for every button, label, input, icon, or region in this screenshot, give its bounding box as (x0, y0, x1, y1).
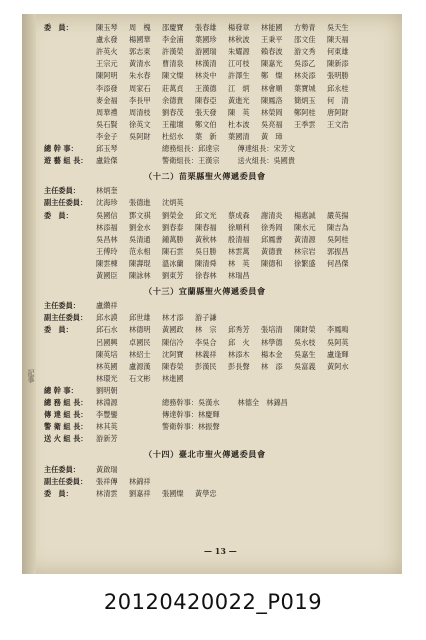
member-name: 彭漢民 (195, 361, 217, 371)
member-names (96, 224, 360, 231)
officer-extra: 林德全 林錦昌 (237, 398, 288, 407)
member-row (44, 133, 360, 140)
member-name: 林漢清 (195, 59, 217, 69)
member-names (96, 24, 360, 31)
member-name: 邱鳳書 (261, 234, 283, 244)
member-name: 林宗岩 (294, 246, 316, 256)
member-names (96, 121, 360, 128)
member-name: 殷清福 (228, 234, 250, 244)
member-names (96, 375, 360, 382)
member-name: 林炎添 (294, 71, 316, 81)
member-row (44, 224, 360, 231)
member-name: 葉 新 (195, 131, 217, 141)
member-name: 呂國興 (96, 337, 118, 347)
member-name: 林清雲 (96, 488, 118, 498)
member-name: 黃秋林 (195, 234, 217, 244)
member-row (44, 272, 360, 279)
member-name: 吳昌林 (96, 234, 118, 244)
member-label: 委 員： (44, 23, 73, 32)
member-name: 劉春茂 (162, 107, 184, 117)
member-name: 陳嘉光 (261, 59, 283, 69)
role-name: 邱世雄 (129, 313, 151, 323)
member-name: 盧永發 (96, 35, 118, 45)
member-name: 陳文燦 (162, 71, 184, 81)
member-name: 劉春泰 (162, 222, 184, 232)
member-name: 沈阿寶 (162, 349, 184, 359)
officer-extra: 警衛幹事：林振聲 (162, 422, 220, 432)
officer-name: 劉明朝 (96, 385, 118, 395)
officer-name: 邱玉琴 (96, 144, 118, 153)
member-name: 曹清泉 (162, 59, 184, 69)
member-name: 邱永桂 (327, 83, 349, 93)
role-names (96, 466, 129, 473)
member-name: 楊惠誠 (294, 210, 316, 220)
member-names (96, 97, 360, 104)
member-names (96, 490, 360, 497)
officer-extra: 傳達幹事：林慶輝 (162, 410, 220, 420)
member-name: 李金浦 (162, 35, 184, 45)
member-name: 劉榮金 (162, 210, 184, 220)
member-name: 溫冰蘭 (162, 258, 184, 268)
member-name: 王傅玲 (96, 246, 118, 256)
officer-row (44, 411, 238, 418)
member-name: 許澤生 (228, 71, 250, 81)
member-name: 王宗元 (96, 59, 118, 69)
member-name: 陳信冷 (162, 337, 184, 347)
member-row (44, 97, 360, 104)
member-name: 賴春波 (261, 47, 283, 57)
member-name: 邱 火 (228, 337, 250, 347)
officer-extra: 傳達組長：宋芳文 (237, 144, 296, 153)
member-names (96, 236, 360, 243)
officer-extra: 警衛組長：王漢宗 (162, 156, 220, 166)
role-names (96, 314, 228, 321)
member-name: 周家石 (129, 83, 151, 93)
member-name: 陳天福 (327, 35, 349, 45)
member-name: 許英火 (96, 47, 118, 57)
member-name: 鄭文伯 (195, 119, 217, 129)
role-label: 主任委員： (44, 186, 80, 196)
member-name: 林英國 (96, 361, 118, 371)
member-row (44, 121, 360, 128)
role-label: 主任委員： (44, 301, 80, 311)
member-names (96, 133, 360, 140)
member-name: 林雲萬 (228, 246, 250, 256)
member-name: 徐繁盛 (294, 258, 316, 268)
member-name: 李鳳鳴 (327, 325, 349, 335)
role-name: 張祥傳 (96, 476, 118, 486)
role-row (44, 466, 129, 473)
scanned-page (22, 14, 402, 574)
officer-name: 游新芳 (96, 434, 118, 444)
member-name: 陳石雲 (162, 246, 184, 256)
document-page (44, 24, 394, 569)
member-name: 林德明 (129, 325, 151, 335)
role-name: 游子謙 (195, 313, 217, 323)
member-name: 吳亮福 (261, 119, 283, 129)
member-label: 委 員： (44, 488, 73, 498)
member-name: 嚴英揚 (327, 210, 349, 220)
member-name: 陳財榮 (294, 325, 316, 335)
member-name: 陳鳳洛 (261, 95, 283, 105)
role-row (44, 478, 162, 485)
member-name: 邱文光 (195, 210, 217, 220)
section-title: （十二）苗栗縣聖火傳遞委員會 (144, 171, 266, 182)
member-name: 黃德貴 (261, 246, 283, 256)
member-label: 委 員： (44, 325, 73, 335)
role-name: 沈炳英 (162, 198, 184, 208)
member-name: 陳吉為 (327, 222, 349, 232)
member-row (44, 248, 360, 255)
role-name: 沈海珍 (96, 198, 118, 208)
officer-row (44, 435, 162, 442)
member-name: 林紹士 (129, 349, 151, 359)
member-names (96, 60, 360, 67)
member-name: 何昌傑 (327, 258, 349, 268)
role-label: 主任委員： (44, 464, 80, 474)
member-label: 委 員： (44, 210, 73, 220)
member-name: 黃國臣 (96, 271, 118, 280)
member-name: 彭長聲 (228, 361, 250, 371)
member-row (44, 326, 360, 333)
member-name: 張春雄 (195, 23, 217, 32)
member-name: 郭志東 (129, 47, 151, 57)
member-name: 邵慶寶 (162, 23, 184, 32)
role-row (44, 314, 228, 321)
member-name: 杜紹水 (162, 131, 184, 141)
member-names (96, 36, 360, 43)
officer-label: 送 火 組 長： (44, 434, 88, 444)
member-name: 何 清 (327, 95, 349, 105)
member-name: 許漢榮 (162, 47, 184, 57)
member-names (96, 48, 360, 55)
member-name: 陳 英 (228, 107, 250, 117)
member-row (44, 60, 360, 67)
member-row (44, 375, 360, 382)
officer-label: 警 衛 組 長： (44, 422, 88, 432)
member-names (96, 351, 360, 358)
officer-label: 總 務 組 長： (44, 398, 88, 407)
member-name: 杜本波 (228, 119, 250, 129)
role-name: 盧纘祥 (96, 301, 118, 311)
member-name: 吳富義 (294, 361, 316, 371)
member-name: 謝清炎 (261, 210, 283, 220)
member-name: 邱秀芳 (228, 325, 250, 335)
role-row (44, 187, 129, 194)
officer-extra: 送火組長：吳國貴 (237, 156, 296, 166)
member-name: 林炎中 (195, 71, 217, 81)
member-name: 鄧文祺 (129, 210, 151, 220)
officer-name: 林淵源 (96, 398, 118, 407)
member-name: 林會順 (261, 83, 283, 93)
member-name: 黃進光 (228, 95, 250, 105)
role-name: 林錦祥 (129, 476, 151, 486)
member-name: 黃國政 (162, 325, 184, 335)
image-caption: 20120420022_P019 (103, 590, 323, 614)
member-name: 黃清水 (129, 59, 151, 69)
member-name: 周 槐 (129, 23, 151, 32)
member-name: 吳嘉生 (294, 349, 316, 359)
member-name: 林能國 (261, 23, 283, 32)
role-name: 林才添 (162, 313, 184, 323)
officer-name: 李豐鑾 (96, 410, 118, 420)
member-name: 黃 璋 (261, 131, 283, 141)
member-name: 游國瑞 (195, 47, 217, 57)
member-name: 徐順利 (228, 222, 250, 232)
member-names (96, 109, 360, 116)
member-name: 陳春亞 (195, 95, 217, 105)
member-name: 王龍壇 (162, 119, 184, 129)
member-name: 張培清 (261, 325, 283, 335)
member-name: 陳玉琴 (96, 23, 118, 32)
member-name: 簡炳玉 (294, 95, 316, 105)
member-name: 林進國 (162, 373, 184, 383)
member-name: 吳日勝 (195, 246, 217, 256)
member-row (44, 212, 360, 219)
role-names (96, 199, 195, 206)
officer-row (44, 399, 306, 406)
officer-extra: 總務組長：邱達宗 (162, 144, 220, 153)
member-row (44, 72, 360, 79)
member-name: 林 宗 (195, 325, 217, 335)
member-name: 張國燦 (162, 488, 184, 498)
member-name: 劉金水 (129, 222, 151, 232)
member-name: 朱耀源 (228, 47, 250, 57)
member-name: 周清枝 (129, 107, 151, 117)
member-name: 郭振昌 (327, 246, 349, 256)
role-label: 副主任委員： (44, 313, 88, 323)
officer-label: 傳 達 組 長： (44, 410, 88, 420)
member-name: 林添福 (96, 222, 118, 232)
member-name: 林義祥 (195, 349, 217, 359)
member-row (44, 85, 360, 92)
officer-name: 盧銓傑 (96, 156, 118, 166)
officer-label: 總 幹 事： (44, 385, 78, 395)
role-label: 副主任委員： (44, 476, 88, 486)
member-name: 江可枝 (228, 59, 250, 69)
member-name: 鄭 燦 (261, 71, 283, 81)
member-name: 葉寶城 (294, 83, 316, 93)
member-names (96, 212, 360, 219)
member-row (44, 260, 360, 267)
member-name: 陳新添 (327, 59, 349, 69)
member-name: 吳阿英 (327, 337, 349, 347)
member-row (44, 24, 360, 31)
section-title: （十三）宜蘭縣聖火傳遞委員會 (144, 286, 266, 297)
member-name: 鍾萬勝 (162, 234, 184, 244)
member-names (96, 72, 360, 79)
member-name: 鄭阿桂 (294, 107, 316, 117)
member-name: 陳春福 (195, 222, 217, 232)
member-name: 邵文佳 (294, 35, 316, 45)
member-name: 陳阿明 (96, 71, 118, 81)
section-title: （十四）臺北市聖火傳遞委員會 (144, 449, 266, 460)
officer-name: 林其英 (96, 422, 118, 432)
member-row (44, 351, 360, 358)
member-name: 盧源漢 (129, 361, 151, 371)
member-name: 王季雲 (294, 119, 316, 129)
member-name: 周華禮 (96, 107, 118, 117)
member-name: 李金子 (96, 131, 118, 141)
member-name: 陳英培 (96, 349, 118, 359)
member-name: 李長甲 (129, 95, 151, 105)
member-name: 吳國信 (96, 210, 118, 220)
member-name: 陳春榮 (162, 361, 184, 371)
role-names (96, 187, 129, 194)
member-name: 唐阿財 (327, 107, 349, 117)
member-names (96, 85, 360, 92)
role-row (44, 199, 195, 206)
role-row (44, 302, 129, 309)
member-name: 楊國華 (129, 35, 151, 45)
page-number: — 13 — (204, 546, 237, 556)
member-row (44, 363, 360, 370)
member-row (44, 236, 360, 243)
member-name: 吳天生 (327, 23, 349, 32)
member-name: 吳阿桂 (327, 234, 349, 244)
member-name: 林榮岡 (261, 107, 283, 117)
member-name: 莊萬貞 (162, 83, 184, 93)
member-name: 劉東芳 (162, 271, 184, 280)
member-name: 林秋波 (228, 35, 250, 45)
member-name: 徐秀岡 (261, 222, 283, 232)
member-name: 葉國清 (228, 131, 250, 141)
member-name: 陳雲棟 (96, 258, 118, 268)
member-name: 何東雄 (327, 47, 349, 57)
member-name: 徐英文 (129, 119, 151, 129)
member-name: 卓國民 (129, 337, 151, 347)
member-name: 林 英 (228, 258, 250, 268)
role-names (96, 478, 162, 485)
role-names (96, 302, 129, 309)
member-name: 陳詠林 (129, 271, 151, 280)
member-name: 林環光 (96, 373, 118, 383)
officer-label: 遊 藝 組 長： (44, 156, 88, 166)
member-name: 吳阿財 (129, 131, 151, 141)
member-name: 吳添乙 (294, 59, 316, 69)
member-row (44, 36, 360, 43)
member-name: 王文浩 (327, 119, 349, 129)
member-name: 王秉平 (261, 35, 283, 45)
side-margin-text: 記事 (27, 369, 35, 383)
member-name: 黃阿水 (327, 361, 349, 371)
member-name: 麥金福 (96, 95, 118, 105)
member-name: 王漢德 (195, 83, 217, 93)
member-names (96, 363, 360, 370)
member-name: 張天發 (195, 107, 217, 117)
member-name: 方勢青 (294, 23, 316, 32)
binding-gutter (22, 14, 36, 574)
member-names (96, 339, 360, 346)
member-name: 陳水元 (294, 222, 316, 232)
member-name: 江 炳 (228, 83, 250, 93)
member-name: 黃學忠 (195, 488, 217, 498)
officer-row (44, 145, 313, 152)
member-names (96, 326, 360, 333)
member-name: 石文彬 (129, 373, 151, 383)
member-row (44, 109, 360, 116)
member-names (96, 260, 360, 267)
member-name: 黃清源 (294, 234, 316, 244)
member-name: 葉國珍 (195, 35, 217, 45)
member-name: 林瑞昌 (228, 271, 250, 280)
member-name: 李吳合 (195, 337, 217, 347)
member-name: 盧逢輝 (327, 349, 349, 359)
officer-extra: 總務幹事：吳漢水 (162, 398, 220, 407)
member-name: 邱石水 (96, 325, 118, 335)
member-row (44, 339, 360, 346)
member-name: 陳德和 (261, 258, 283, 268)
officer-row (44, 387, 162, 394)
member-name: 林 添 (261, 361, 283, 371)
officer-row (44, 423, 238, 430)
role-name: 林炳奎 (96, 186, 118, 196)
member-name: 楊發章 (228, 23, 250, 32)
member-name: 陳壽琨 (129, 258, 151, 268)
member-name: 陳清舜 (195, 258, 217, 268)
member-name: 李添發 (96, 83, 118, 93)
member-name: 吳水枝 (294, 337, 316, 347)
officer-row (44, 157, 313, 164)
role-name: 黃啟瑞 (96, 464, 118, 474)
member-name: 劉嘉祥 (129, 488, 151, 498)
member-row (44, 490, 360, 497)
role-label: 副主任委員： (44, 198, 88, 208)
member-name: 吳清通 (129, 234, 151, 244)
role-name: 邱水謨 (96, 313, 118, 323)
role-name: 張德進 (129, 198, 151, 208)
member-names (96, 272, 360, 279)
member-name: 張明勝 (327, 71, 349, 81)
member-name: 林學德 (261, 337, 283, 347)
member-row (44, 48, 360, 55)
member-name: 游文秀 (294, 47, 316, 57)
member-name: 徐春林 (195, 271, 217, 280)
officer-label: 總 幹 事： (44, 144, 78, 153)
member-name: 朱水春 (129, 71, 151, 81)
member-name: 林添木 (228, 349, 250, 359)
member-names (96, 248, 360, 255)
member-name: 楊本金 (261, 349, 283, 359)
member-name: 范永相 (129, 246, 151, 256)
member-name: 蔡成森 (228, 210, 250, 220)
member-name: 余德貴 (162, 95, 184, 105)
member-name: 吳石賢 (96, 119, 118, 129)
